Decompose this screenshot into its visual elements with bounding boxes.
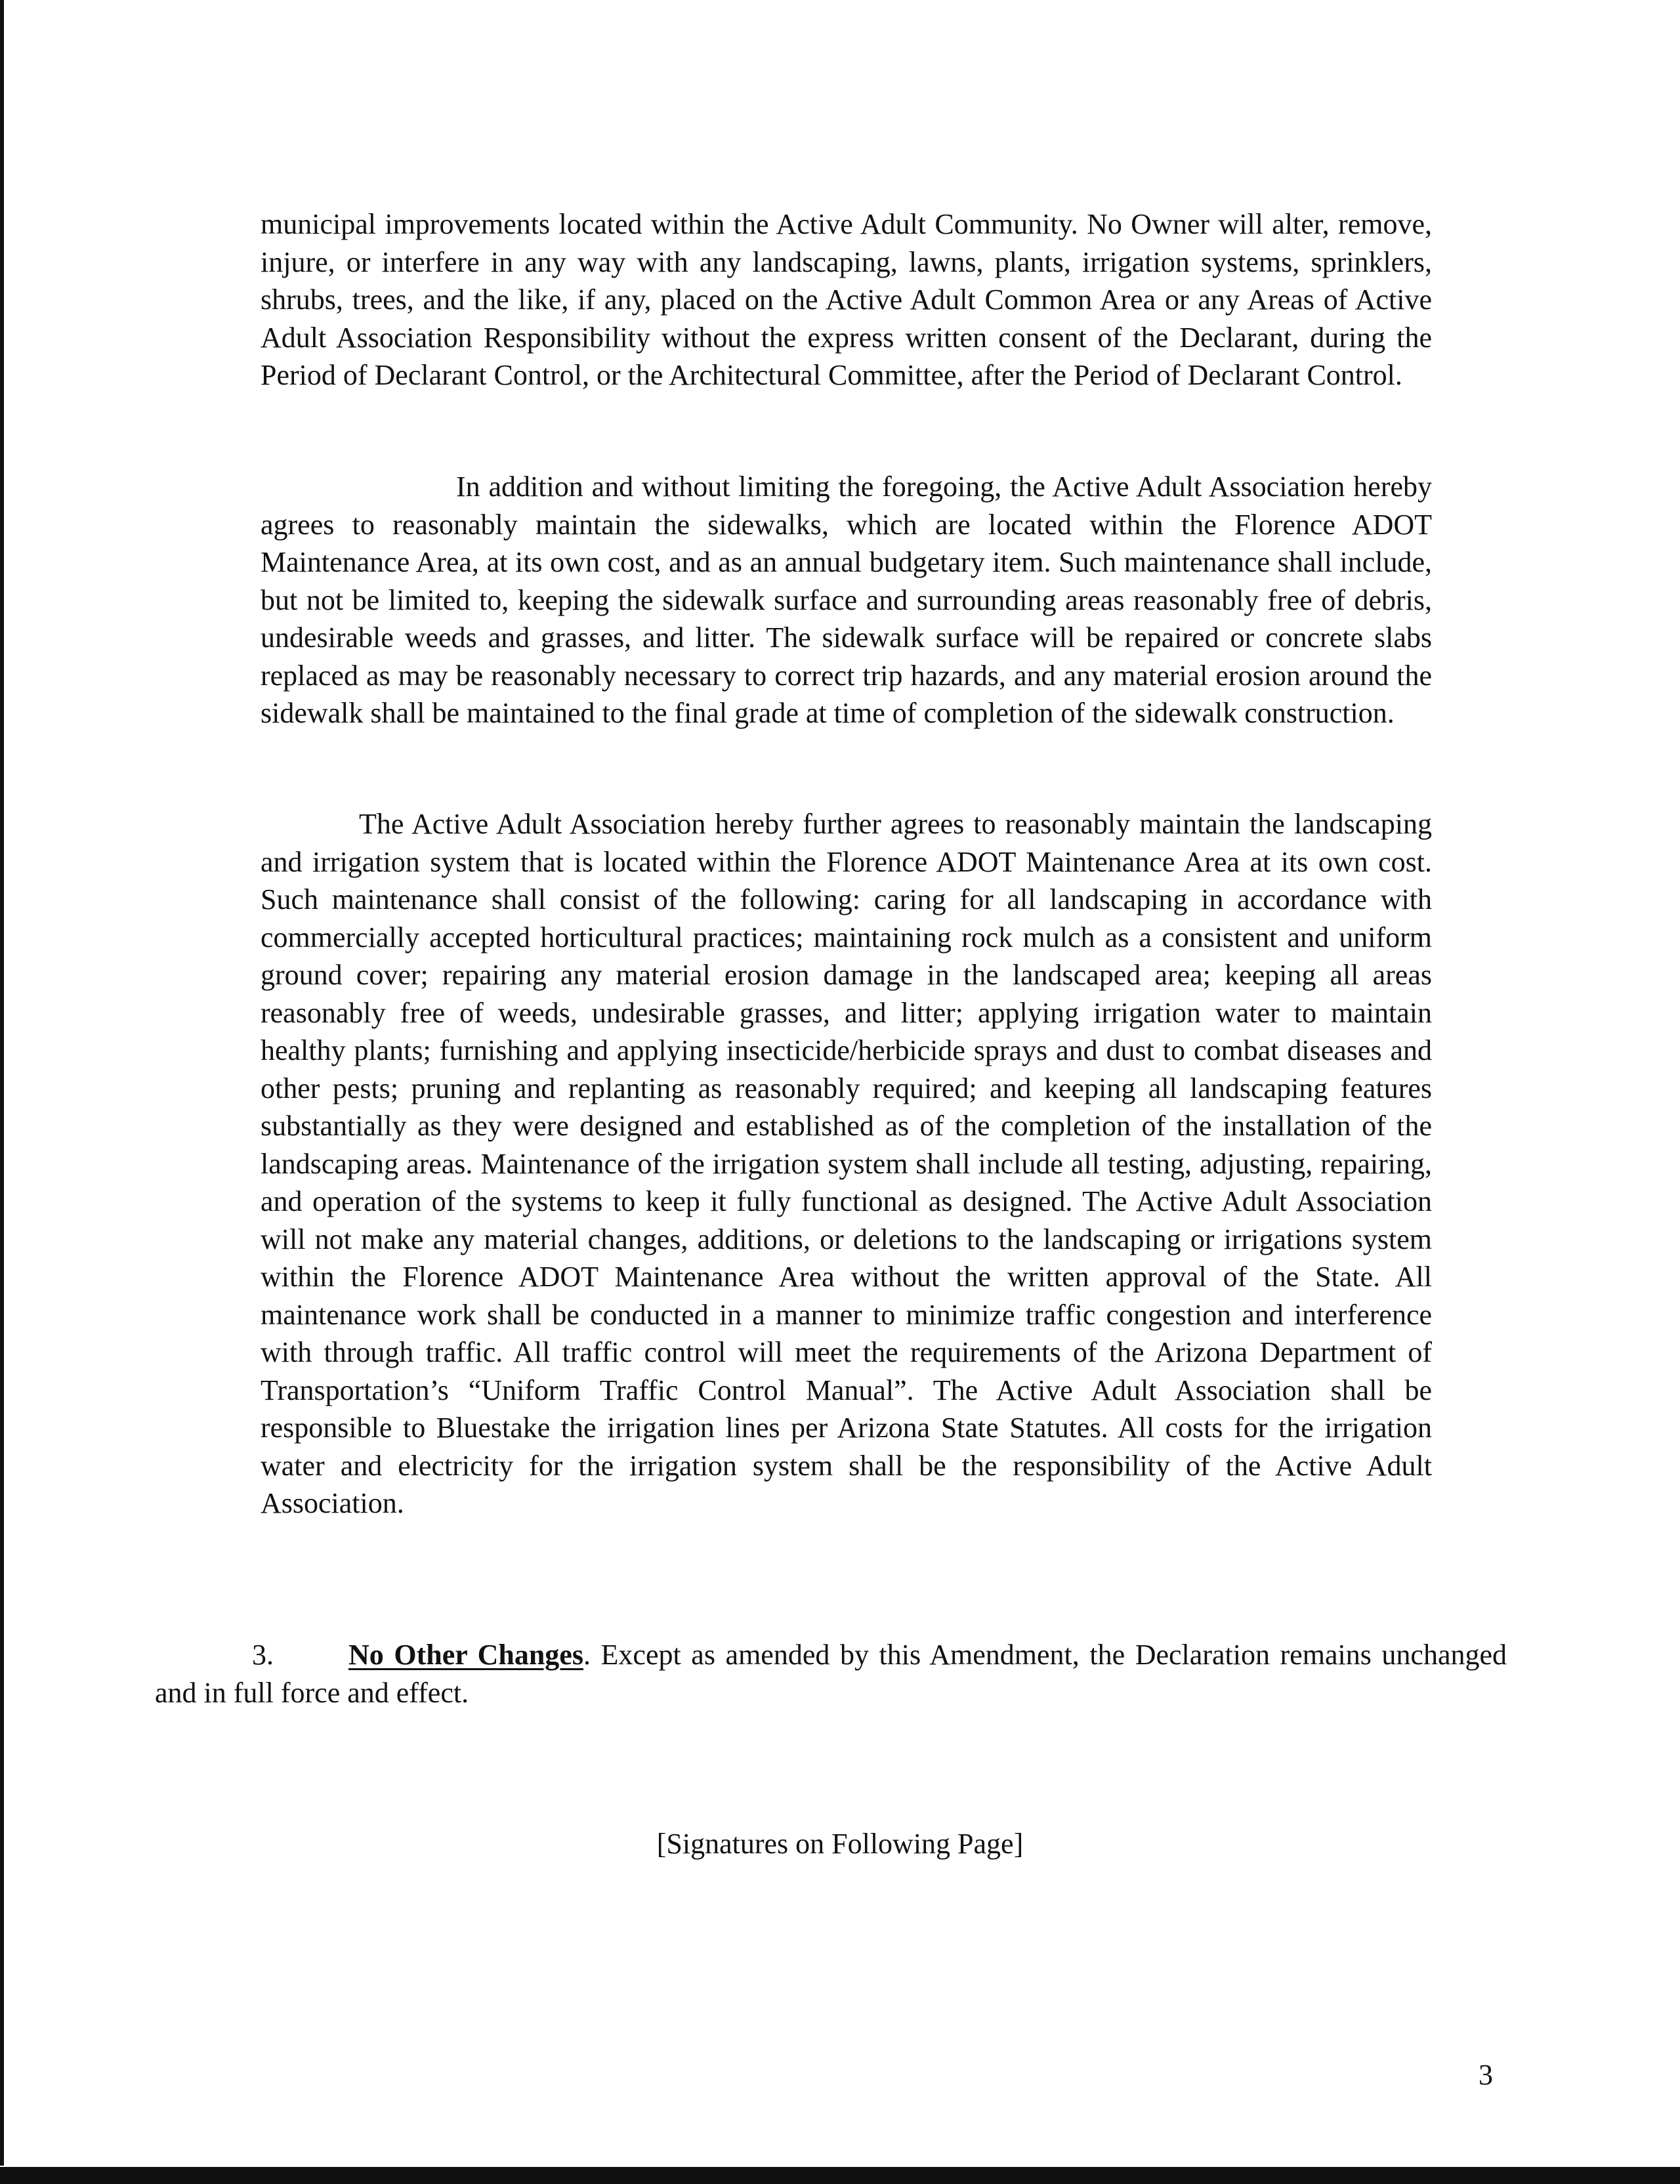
page-number: 3 [1479, 2059, 1493, 2091]
paragraph-landscaping-irrigation: The Active Adult Association hereby further agrees to reasonably maintain the landscaping and irrigation system that is located within the Florence ADOT Maintenance Area at its own cost. Such maintenance shall consist of the following: caring for all landscaping in accordance with commercially accepted horticultural practices; maintaining rock mulch as a consistent and uniform ground cover; repairing any material erosion damage in the landscaped area; keeping all areas reasonably free of weeds, undesirable grasses, and litter; applying irrigation water to maintain healthy plants; furnishing and applying insecticide/herbicide sprays and dust to combat diseases and other pests; pruning and replanting as reasonably required; and keeping all landscaping features substantially as they were designed and established as of the completion of the installation of the landscaping areas. Maintenance of the irrigation system shall include all testing, adjusting, repairing, and operation of the systems to keep it fully functional as designed. The Active Adult Association will not make any material changes, additions, or deletions to the landscaping or irrigations system within the Florence ADOT Maintenance Area without the written approval of the State. All maintenance work shall be conducted in a manner to minimize traffic congestion and interference with through traffic. All traffic control will meet the requirements of the Arizona Department of Transportation’s “Uniform Traffic Control Manual”. The Active Adult Association shall be responsible to Bluestake the irrigation lines per Arizona State Statutes. All costs for the irrigation water and electricity for the irrigation system shall be the responsibility of the Active Adult Association. [261, 808, 1432, 1519]
signature-note: [Signatures on Following Page] [656, 1828, 1024, 1860]
section-number: 3. [252, 1639, 274, 1671]
section-3-no-other-changes [155, 1636, 1507, 1712]
paragraph-maintenance-restrictions: municipal improvements located within the Active Adult Community. No Owner will alter, remove, injure, or interfere in any way with any landscaping, lawns, plants, irrigation systems, sprinklers, shrubs, trees, and the like, if any, placed on the Active Adult Common Area or any Areas of Active Adult Association Responsibility without the express written consent of the Declarant, during the Period of Declarant Control, or the Architectural Committee, after the Period of Declarant Control. [261, 208, 1432, 391]
paragraph-sidewalk-maintenance: In addition and without limiting the foregoing, the Active Adult Association hereby agrees to reasonably maintain the sidewalks, which are located within the Florence ADOT Maintenance Area, at its own cost, and as an annual budgetary item. Such maintenance shall include, but not be limited to, keeping the sidewalk surface and surrounding areas reasonably free of debris, undesirable weeds and grasses, and litter. The sidewalk surface will be repaired or concrete slabs replaced as may be reasonably necessary to correct trip hazards, and any material erosion around the sidewalk shall be maintained to the final grade at time of completion of the sidewalk construction. [261, 471, 1432, 729]
scan-edge-bottom [0, 2167, 1680, 2184]
section-text: . Except as amended by this Amendment, the Declaration remains unchanged and in full force and effect. [155, 1639, 1507, 1709]
section-title: No Other Changes [348, 1639, 583, 1671]
